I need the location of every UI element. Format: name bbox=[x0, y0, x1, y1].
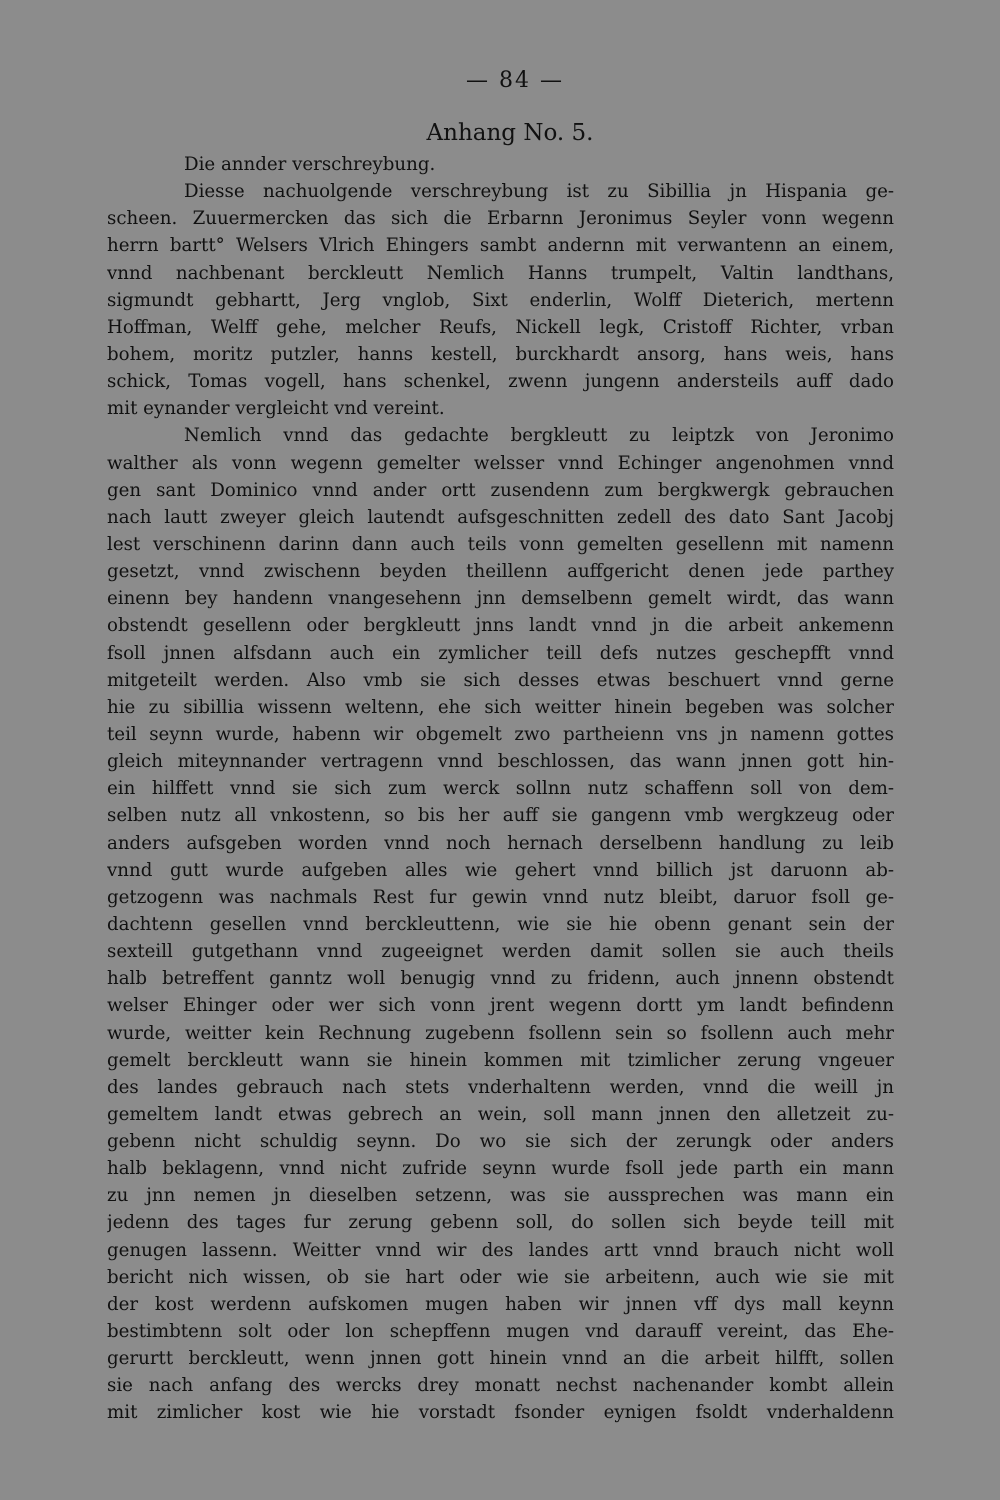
text-line: ein hilffett vnnd sie sich zum werck sollnn nutz schaffenn soll von dem- bbox=[107, 778, 894, 800]
text-line: halb betreffent ganntz woll benugig vnnd zu fridenn, auch jnnenn obstendt bbox=[107, 968, 894, 990]
section-heading: Anhang No. 5. bbox=[426, 120, 594, 146]
text-line: der kost werdenn aufskomen mugen haben wir jnnen vff dys mall keynn bbox=[107, 1293, 894, 1315]
text-line: selben nutz all vnkostenn, so bis her auff sie gangenn vmb wergkzeug oder bbox=[107, 805, 894, 827]
text-line: bericht nich wissen, ob sie hart oder wie sie arbeitenn, auch wie sie mit bbox=[107, 1266, 894, 1288]
text-line: Nemlich vnnd das gedachte bergkleutt zu leiptzk von Jeronimo bbox=[184, 425, 894, 447]
text-line: jedenn des tages fur zerung gebenn soll, do sollen sich beyde teill mit bbox=[107, 1212, 894, 1234]
text-line: Die annder verschreybung. bbox=[184, 154, 436, 175]
text-line: gemelt berckleutt wann sie hinein kommen mit tzimlicher zerung vngeuer bbox=[107, 1049, 894, 1071]
text-line: scheen. Zuuermercken das sich die Erbarnn Jeronimus Seyler vonn wegenn bbox=[107, 208, 894, 230]
text-line: walther als vonn wegenn gemelter welsser vnnd Echinger angenohmen vnnd bbox=[107, 452, 894, 474]
text-line: nach lautt zweyer gleich lautendt aufsgeschnitten zedell des dato Sant Jacobj bbox=[107, 506, 894, 528]
text-line: mit zimlicher kost wie hie vorstadt fsonder eynigen fsoldt vnderhaldenn bbox=[107, 1402, 894, 1424]
text-line: anders aufsgeben worden vnnd noch hernach derselbenn handlung zu leib bbox=[107, 832, 894, 854]
text-line: Diesse nachuolgende verschreybung ist zu Sibillia jn Hispania ge- bbox=[184, 181, 894, 203]
text-line: welser Ehinger oder wer sich vonn jrent wegenn dortt ym landt befindenn bbox=[107, 995, 894, 1017]
text-line: getzogenn was nachmals Rest fur gewin vnnd nutz bleibt, daruor fsoll ge- bbox=[107, 886, 894, 908]
body-text bbox=[107, 151, 894, 1427]
text-line: fsoll jnnen alfsdann auch ein zymlicher teill defs nutzes geschepfft vnnd bbox=[107, 642, 894, 664]
text-line: bestimbtenn solt oder lon schepffenn mugen vnd darauff vereint, das Ehe- bbox=[107, 1321, 894, 1343]
text-line: obstendt gesellenn oder bergkleutt jnns landt vnnd jn die arbeit ankemenn bbox=[107, 615, 894, 637]
text-line: gesetzt, vnnd zwischenn beyden theillenn auffgericht denen jede parthey bbox=[107, 561, 894, 583]
text-line: sexteill gutgethann vnnd zugeeignet werden damit sollen sie auch theils bbox=[107, 941, 894, 963]
text-line: genugen lassenn. Weitter vnnd wir des landes artt vnnd brauch nicht woll bbox=[107, 1239, 894, 1261]
text-line: schick, Tomas vogell, hans schenkel, zwenn jungenn andersteils auff dado bbox=[107, 371, 894, 393]
text-line: gebenn nicht schuldig seynn. Do wo sie sich der zerungk oder anders bbox=[107, 1131, 894, 1153]
text-line: gen sant Dominico vnnd ander ortt zusendenn zum bergkwergk gebrauchen bbox=[107, 479, 894, 501]
text-line: zu jnn nemen jn dieselben setzenn, was sie aussprechen was mann ein bbox=[107, 1185, 894, 1207]
text-line: mitgeteilt werden. Also vmb sie sich desses etwas beschuert vnnd gerne bbox=[107, 669, 894, 691]
text-line: sie nach anfang des wercks drey monatt nechst nachenander kombt allein bbox=[107, 1375, 894, 1397]
text-line: teil seynn wurde, habenn wir obgemelt zwo partheienn vns jn namenn gottes bbox=[107, 723, 894, 745]
text-line: bohem, moritz putzler, hanns kestell, burckhardt ansorg, hans weis, hans bbox=[107, 343, 894, 365]
text-line: gerurtt berckleutt, wenn jnnen gott hinein vnnd an die arbeit hilfft, sollen bbox=[107, 1348, 894, 1370]
text-line: wurde, weitter kein Rechnung zugebenn fsollenn sein so fsollenn auch mehr bbox=[107, 1022, 894, 1044]
text-line: gemeltem landt etwas gebrech an wein, soll mann jnnen den alletzeit zu- bbox=[107, 1103, 894, 1125]
text-line: herrn bartt° Welsers Vlrich Ehingers sambt andernn mit verwantenn an einem, bbox=[107, 235, 894, 257]
text-line: mit eynander vergleicht vnd vereint. bbox=[107, 398, 445, 420]
text-line: sigmundt gebhartt, Jerg vnglob, Sixt enderlin, Wolff Dieterich, mertenn bbox=[107, 289, 894, 311]
text-line: des landes gebrauch nach stets vnderhaltenn werden, vnnd die weill jn bbox=[107, 1076, 894, 1098]
text-line: hie zu sibillia wissenn weltenn, ehe sich weitter hinein begeben was solcher bbox=[107, 696, 894, 718]
text-line: vnnd gutt wurde aufgeben alles wie gehert vnnd billich jst daruonn ab- bbox=[107, 859, 894, 881]
text-line: lest verschinenn darinn dann auch teils vonn gemelten gesellenn mit namenn bbox=[107, 533, 894, 555]
text-line: Hoffman, Welff gehe, melcher Reufs, Nickell legk, Cristoff Richter, vrban bbox=[107, 316, 894, 338]
text-line: halb beklagenn, vnnd nicht zufride seynn wurde fsoll jede parth ein mann bbox=[107, 1158, 894, 1180]
text-line: gleich miteynnander vertragenn vnnd beschlossen, das wann jnnen gott hin- bbox=[107, 751, 894, 773]
text-line: dachtenn gesellen vnnd berckleuttenn, wie sie hie obenn genant sein der bbox=[107, 913, 894, 935]
page-number: — 84 — bbox=[466, 68, 564, 93]
text-line: einenn bey handenn vnangesehenn jnn demselbenn gemelt wirdt, das wann bbox=[107, 588, 894, 610]
text-line: vnnd nachbenant berckleutt Nemlich Hanns trumpelt, Valtin landthans, bbox=[107, 262, 894, 284]
